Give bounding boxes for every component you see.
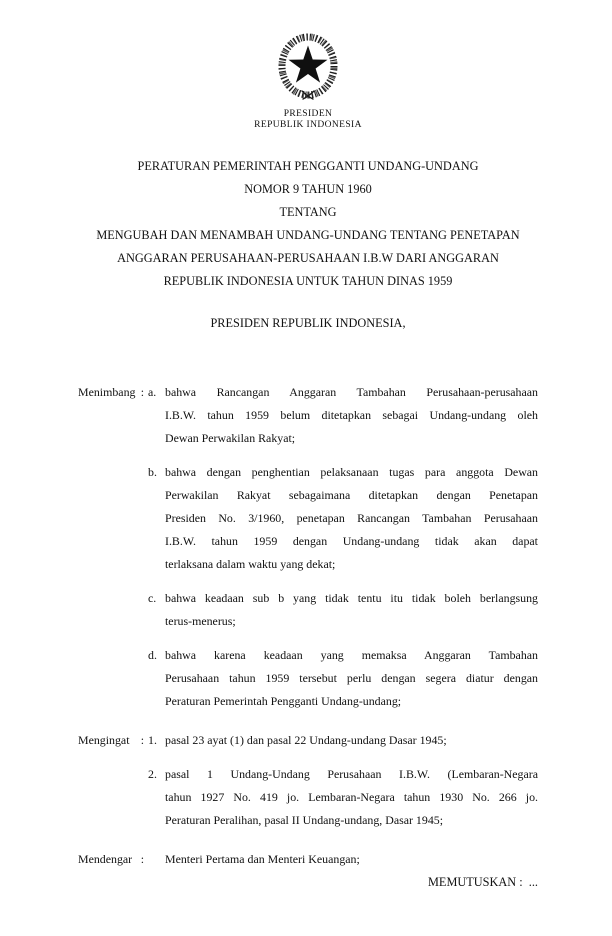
section-label-text: Mengingat	[78, 733, 130, 747]
text-line: tahun 1927 No. 419 jo. Lembaran-Negara tahun 1930 No. 266 jo.	[165, 790, 538, 804]
text-line: Dewan Perwakilan Rakyat;	[165, 431, 296, 445]
section-label-colon: :	[140, 852, 144, 866]
text-line: bahwa karena keadaan yang memaksa Anggaran Tambahan	[165, 648, 538, 662]
section-label	[78, 729, 148, 752]
org-name-line2: REPUBLIK INDONESIA	[254, 120, 362, 130]
list-marker: d.	[148, 648, 157, 662]
list-marker: a.	[148, 385, 157, 399]
text-line: I.B.W. tahun 1959 belum ditetapkan sebagai Undang-undang oleh	[165, 408, 538, 422]
text-line: Presiden No. 3/1960, penetapan Rancangan Tambahan Perusahaan	[165, 511, 538, 525]
section-menimbang	[78, 381, 538, 713]
list-marker	[148, 848, 165, 871]
list-item-text	[165, 763, 538, 832]
text-line: pasal 23 ayat (1) dan pasal 22 Undang-undang Dasar 1945;	[165, 733, 447, 747]
text-line: Perwakilan Rakyat sebagaimana ditetapkan dengan Penetapan	[165, 488, 538, 502]
list-item-text	[165, 644, 538, 713]
section-label	[78, 381, 148, 450]
title-line: REPUBLIK INDONESIA UNTUK TAHUN DINAS 1959	[163, 274, 453, 288]
list-marker: b.	[148, 465, 157, 479]
text-line: terlaksana dalam waktu yang dekat;	[165, 557, 336, 571]
org-name-line1: PRESIDEN	[283, 109, 333, 119]
decision-line: MEMUTUSKAN : ...	[428, 875, 538, 889]
section-mengingat	[78, 729, 538, 832]
list-item-text	[165, 729, 538, 752]
list-marker: 2.	[148, 767, 157, 781]
star-wreath-emblem-graphic	[276, 33, 340, 103]
text-line: Menteri Pertama dan Menteri Keuangan;	[165, 852, 360, 866]
title-line: TENTANG	[279, 205, 337, 219]
text-line: Perusahaan tahun 1959 tersebut perlu dengan segera diatur dengan	[165, 671, 538, 685]
title-line: ANGGARAN PERUSAHAAN-PERUSAHAAN I.B.W DARI ANGGARAN	[117, 251, 499, 265]
text-line: Peraturan Peralihan, pasal II Undang-undang, Dasar 1945;	[165, 813, 444, 827]
text-line: bahwa Rancangan Anggaran Tambahan Perusahaan-perusahaan	[165, 385, 538, 399]
title-line: MENGUBAH DAN MENAMBAH UNDANG-UNDANG TENTANG PENETAPAN	[96, 228, 520, 242]
presidential-star-emblem-icon	[78, 33, 538, 103]
section-label-text: Mendengar	[78, 852, 133, 866]
section-label-colon: :	[140, 385, 144, 399]
text-line: bahwa dengan penghentian pelaksanaan tugas para anggota Dewan	[165, 465, 538, 479]
title-line: PERATURAN PEMERINTAH PENGGANTI UNDANG-UNDANG	[137, 159, 479, 173]
section-label-text: Menimbang	[78, 385, 136, 399]
title-line: NOMOR 9 TAHUN 1960	[244, 182, 372, 196]
text-line: I.B.W. tahun 1959 dengan Undang-undang tidak akan dapat	[165, 534, 538, 548]
list-item-text	[165, 461, 538, 576]
text-line: terus-menerus;	[165, 614, 236, 628]
text-line: Peraturan Pemerintah Pengganti Undang-undang;	[165, 694, 402, 708]
list-item-text	[165, 848, 538, 871]
section-label-colon: :	[140, 733, 144, 747]
text-line: bahwa keadaan sub b yang tidak tentu itu tidak boleh berlangsung	[165, 591, 538, 605]
text-line: pasal 1 Undang-Undang Perusahaan I.B.W. (Lembaran-Negara	[165, 767, 538, 781]
salutation-line: PRESIDEN REPUBLIK INDONESIA,	[210, 316, 406, 330]
list-item-text	[165, 587, 538, 633]
list-marker: c.	[148, 591, 157, 605]
list-marker: 1.	[148, 733, 157, 747]
document-title	[78, 155, 538, 293]
list-item-text	[165, 381, 538, 450]
section-label	[78, 848, 148, 871]
section-mendengar	[78, 848, 538, 871]
